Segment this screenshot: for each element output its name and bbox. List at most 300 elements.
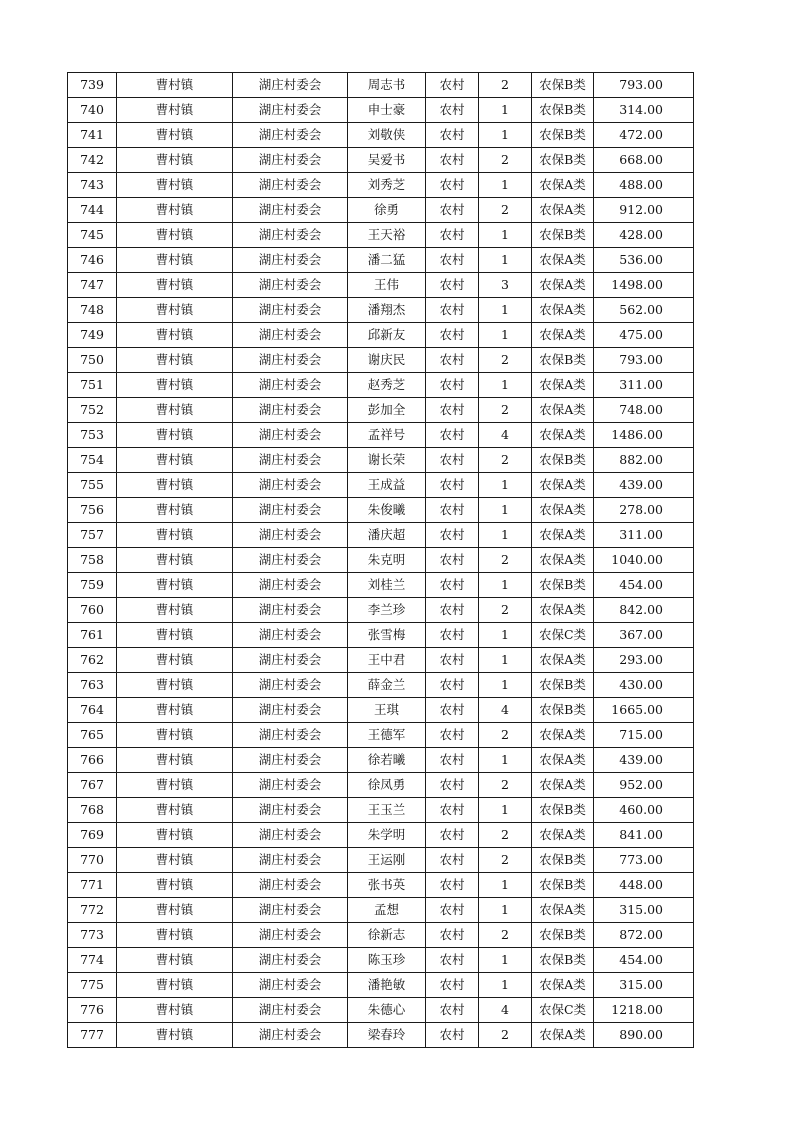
amount-cell: 536.00: [594, 248, 694, 273]
village-committee-cell: 湖庄村委会: [233, 98, 348, 123]
residence-type-cell: 农村: [426, 648, 479, 673]
village-committee-cell: 湖庄村委会: [233, 698, 348, 723]
household-size-cell: 1: [479, 623, 532, 648]
table-row: [68, 748, 694, 773]
residence-type-cell: 农村: [426, 823, 479, 848]
person-name-cell: 谢长荣: [348, 448, 426, 473]
insurance-category-cell: 农保C类: [532, 623, 594, 648]
insurance-category-cell: 农保B类: [532, 948, 594, 973]
town-cell: 曹村镇: [117, 398, 233, 423]
table-row: [68, 173, 694, 198]
residence-type-cell: 农村: [426, 673, 479, 698]
row-number-cell: 742: [68, 148, 117, 173]
person-name-cell: 李兰珍: [348, 598, 426, 623]
village-committee-cell: 湖庄村委会: [233, 323, 348, 348]
person-name-cell: 彭加全: [348, 398, 426, 423]
household-size-cell: 1: [479, 248, 532, 273]
amount-cell: 278.00: [594, 498, 694, 523]
person-name-cell: 王天裕: [348, 223, 426, 248]
amount-cell: 448.00: [594, 873, 694, 898]
town-cell: 曹村镇: [117, 198, 233, 223]
table-row: [68, 523, 694, 548]
town-cell: 曹村镇: [117, 973, 233, 998]
person-name-cell: 薛金兰: [348, 673, 426, 698]
row-number-cell: 763: [68, 673, 117, 698]
amount-cell: 793.00: [594, 73, 694, 98]
insurance-category-cell: 农保B类: [532, 698, 594, 723]
insurance-category-cell: 农保A类: [532, 773, 594, 798]
person-name-cell: 孟祥号: [348, 423, 426, 448]
residence-type-cell: 农村: [426, 1023, 479, 1048]
village-committee-cell: 湖庄村委会: [233, 148, 348, 173]
table-row: [68, 323, 694, 348]
household-size-cell: 1: [479, 498, 532, 523]
town-cell: 曹村镇: [117, 923, 233, 948]
person-name-cell: 张雪梅: [348, 623, 426, 648]
village-committee-cell: 湖庄村委会: [233, 373, 348, 398]
amount-cell: 367.00: [594, 623, 694, 648]
insurance-category-cell: 农保A类: [532, 898, 594, 923]
table-row: [68, 573, 694, 598]
town-cell: 曹村镇: [117, 223, 233, 248]
residence-type-cell: 农村: [426, 723, 479, 748]
amount-cell: 454.00: [594, 573, 694, 598]
insurance-category-cell: 农保A类: [532, 548, 594, 573]
residence-type-cell: 农村: [426, 598, 479, 623]
town-cell: 曹村镇: [117, 448, 233, 473]
residence-type-cell: 农村: [426, 548, 479, 573]
household-size-cell: 1: [479, 648, 532, 673]
amount-cell: 454.00: [594, 948, 694, 973]
person-name-cell: 王玉兰: [348, 798, 426, 823]
residence-type-cell: 农村: [426, 873, 479, 898]
town-cell: 曹村镇: [117, 723, 233, 748]
table-row: [68, 873, 694, 898]
residence-type-cell: 农村: [426, 248, 479, 273]
row-number-cell: 761: [68, 623, 117, 648]
household-size-cell: 3: [479, 273, 532, 298]
residence-type-cell: 农村: [426, 748, 479, 773]
residence-type-cell: 农村: [426, 148, 479, 173]
household-size-cell: 2: [479, 848, 532, 873]
household-size-cell: 1: [479, 298, 532, 323]
row-number-cell: 750: [68, 348, 117, 373]
row-number-cell: 771: [68, 873, 117, 898]
insurance-category-cell: 农保A类: [532, 323, 594, 348]
village-committee-cell: 湖庄村委会: [233, 198, 348, 223]
table-row: [68, 973, 694, 998]
table-row: [68, 773, 694, 798]
village-committee-cell: 湖庄村委会: [233, 298, 348, 323]
amount-cell: 472.00: [594, 123, 694, 148]
town-cell: 曹村镇: [117, 573, 233, 598]
village-committee-cell: 湖庄村委会: [233, 273, 348, 298]
village-committee-cell: 湖庄村委会: [233, 673, 348, 698]
table-row: [68, 998, 694, 1023]
insurance-category-cell: 农保A类: [532, 523, 594, 548]
table-row: [68, 273, 694, 298]
village-committee-cell: 湖庄村委会: [233, 898, 348, 923]
household-size-cell: 2: [479, 73, 532, 98]
person-name-cell: 谢庆民: [348, 348, 426, 373]
row-number-cell: 758: [68, 548, 117, 573]
insurance-category-cell: 农保B类: [532, 223, 594, 248]
insurance-category-cell: 农保A类: [532, 423, 594, 448]
amount-cell: 488.00: [594, 173, 694, 198]
residence-type-cell: 农村: [426, 848, 479, 873]
person-name-cell: 陈玉珍: [348, 948, 426, 973]
roster-table: [67, 72, 694, 1048]
village-committee-cell: 湖庄村委会: [233, 73, 348, 98]
residence-type-cell: 农村: [426, 323, 479, 348]
row-number-cell: 755: [68, 473, 117, 498]
person-name-cell: 王伟: [348, 273, 426, 298]
residence-type-cell: 农村: [426, 98, 479, 123]
village-committee-cell: 湖庄村委会: [233, 1023, 348, 1048]
household-size-cell: 1: [479, 473, 532, 498]
household-size-cell: 1: [479, 948, 532, 973]
table-row: [68, 623, 694, 648]
town-cell: 曹村镇: [117, 98, 233, 123]
village-committee-cell: 湖庄村委会: [233, 248, 348, 273]
village-committee-cell: 湖庄村委会: [233, 723, 348, 748]
amount-cell: 1486.00: [594, 423, 694, 448]
insurance-category-cell: 农保A类: [532, 748, 594, 773]
amount-cell: 793.00: [594, 348, 694, 373]
town-cell: 曹村镇: [117, 423, 233, 448]
village-committee-cell: 湖庄村委会: [233, 873, 348, 898]
person-name-cell: 刘秀芝: [348, 173, 426, 198]
person-name-cell: 王琪: [348, 698, 426, 723]
town-cell: 曹村镇: [117, 648, 233, 673]
insurance-category-cell: 农保A类: [532, 648, 594, 673]
village-committee-cell: 湖庄村委会: [233, 398, 348, 423]
amount-cell: 315.00: [594, 898, 694, 923]
residence-type-cell: 农村: [426, 223, 479, 248]
table-row: [68, 498, 694, 523]
row-number-cell: 743: [68, 173, 117, 198]
person-name-cell: 潘翔杰: [348, 298, 426, 323]
table-row: [68, 373, 694, 398]
insurance-category-cell: 农保B类: [532, 148, 594, 173]
village-committee-cell: 湖庄村委会: [233, 423, 348, 448]
household-size-cell: 1: [479, 98, 532, 123]
table-row: [68, 98, 694, 123]
row-number-cell: 769: [68, 823, 117, 848]
household-size-cell: 2: [479, 398, 532, 423]
person-name-cell: 张书英: [348, 873, 426, 898]
person-name-cell: 徐勇: [348, 198, 426, 223]
village-committee-cell: 湖庄村委会: [233, 573, 348, 598]
amount-cell: 428.00: [594, 223, 694, 248]
row-number-cell: 764: [68, 698, 117, 723]
row-number-cell: 748: [68, 298, 117, 323]
person-name-cell: 赵秀芝: [348, 373, 426, 398]
amount-cell: 882.00: [594, 448, 694, 473]
insurance-category-cell: 农保A类: [532, 1023, 594, 1048]
residence-type-cell: 农村: [426, 348, 479, 373]
household-size-cell: 4: [479, 698, 532, 723]
table-row: [68, 798, 694, 823]
household-size-cell: 2: [479, 548, 532, 573]
amount-cell: 311.00: [594, 373, 694, 398]
insurance-category-cell: 农保A类: [532, 823, 594, 848]
row-number-cell: 741: [68, 123, 117, 148]
table-row: [68, 598, 694, 623]
row-number-cell: 768: [68, 798, 117, 823]
village-committee-cell: 湖庄村委会: [233, 773, 348, 798]
row-number-cell: 765: [68, 723, 117, 748]
household-size-cell: 4: [479, 998, 532, 1023]
table-row: [68, 648, 694, 673]
insurance-category-cell: 农保A类: [532, 398, 594, 423]
row-number-cell: 773: [68, 923, 117, 948]
amount-cell: 311.00: [594, 523, 694, 548]
household-size-cell: 1: [479, 573, 532, 598]
town-cell: 曹村镇: [117, 873, 233, 898]
village-committee-cell: 湖庄村委会: [233, 998, 348, 1023]
residence-type-cell: 农村: [426, 498, 479, 523]
person-name-cell: 朱俊曦: [348, 498, 426, 523]
person-name-cell: 潘二猛: [348, 248, 426, 273]
person-name-cell: 徐新志: [348, 923, 426, 948]
amount-cell: 748.00: [594, 398, 694, 423]
table-row: [68, 848, 694, 873]
town-cell: 曹村镇: [117, 798, 233, 823]
person-name-cell: 王运刚: [348, 848, 426, 873]
insurance-category-cell: 农保A类: [532, 198, 594, 223]
insurance-category-cell: 农保A类: [532, 373, 594, 398]
residence-type-cell: 农村: [426, 273, 479, 298]
row-number-cell: 747: [68, 273, 117, 298]
amount-cell: 715.00: [594, 723, 694, 748]
residence-type-cell: 农村: [426, 198, 479, 223]
household-size-cell: 1: [479, 798, 532, 823]
household-size-cell: 2: [479, 148, 532, 173]
household-size-cell: 1: [479, 748, 532, 773]
person-name-cell: 刘桂兰: [348, 573, 426, 598]
insurance-category-cell: 农保A类: [532, 298, 594, 323]
table-row: [68, 1023, 694, 1048]
amount-cell: 1040.00: [594, 548, 694, 573]
amount-cell: 1498.00: [594, 273, 694, 298]
amount-cell: 460.00: [594, 798, 694, 823]
insurance-category-cell: 农保A类: [532, 473, 594, 498]
amount-cell: 842.00: [594, 598, 694, 623]
insurance-category-cell: 农保B类: [532, 73, 594, 98]
table-row: [68, 898, 694, 923]
town-cell: 曹村镇: [117, 248, 233, 273]
person-name-cell: 朱学明: [348, 823, 426, 848]
amount-cell: 1218.00: [594, 998, 694, 1023]
row-number-cell: 749: [68, 323, 117, 348]
amount-cell: 314.00: [594, 98, 694, 123]
village-committee-cell: 湖庄村委会: [233, 623, 348, 648]
household-size-cell: 2: [479, 448, 532, 473]
row-number-cell: 776: [68, 998, 117, 1023]
row-number-cell: 746: [68, 248, 117, 273]
household-size-cell: 1: [479, 898, 532, 923]
household-size-cell: 2: [479, 823, 532, 848]
person-name-cell: 潘艳敏: [348, 973, 426, 998]
amount-cell: 430.00: [594, 673, 694, 698]
row-number-cell: 762: [68, 648, 117, 673]
person-name-cell: 徐凤勇: [348, 773, 426, 798]
insurance-category-cell: 农保B类: [532, 923, 594, 948]
row-number-cell: 772: [68, 898, 117, 923]
residence-type-cell: 农村: [426, 523, 479, 548]
insurance-category-cell: 农保B类: [532, 98, 594, 123]
village-committee-cell: 湖庄村委会: [233, 598, 348, 623]
town-cell: 曹村镇: [117, 823, 233, 848]
amount-cell: 562.00: [594, 298, 694, 323]
person-name-cell: 王德军: [348, 723, 426, 748]
household-size-cell: 2: [479, 923, 532, 948]
insurance-category-cell: 农保A类: [532, 598, 594, 623]
person-name-cell: 申士豪: [348, 98, 426, 123]
town-cell: 曹村镇: [117, 748, 233, 773]
row-number-cell: 752: [68, 398, 117, 423]
row-number-cell: 745: [68, 223, 117, 248]
household-size-cell: 1: [479, 973, 532, 998]
residence-type-cell: 农村: [426, 73, 479, 98]
table-row: [68, 198, 694, 223]
household-size-cell: 2: [479, 598, 532, 623]
amount-cell: 439.00: [594, 473, 694, 498]
person-name-cell: 刘敬侠: [348, 123, 426, 148]
town-cell: 曹村镇: [117, 123, 233, 148]
residence-type-cell: 农村: [426, 573, 479, 598]
town-cell: 曹村镇: [117, 673, 233, 698]
village-committee-cell: 湖庄村委会: [233, 798, 348, 823]
village-committee-cell: 湖庄村委会: [233, 123, 348, 148]
amount-cell: 841.00: [594, 823, 694, 848]
row-number-cell: 740: [68, 98, 117, 123]
row-number-cell: 757: [68, 523, 117, 548]
insurance-category-cell: 农保A类: [532, 498, 594, 523]
town-cell: 曹村镇: [117, 523, 233, 548]
household-size-cell: 1: [479, 373, 532, 398]
household-size-cell: 2: [479, 348, 532, 373]
row-number-cell: 767: [68, 773, 117, 798]
town-cell: 曹村镇: [117, 773, 233, 798]
person-name-cell: 吴爱书: [348, 148, 426, 173]
insurance-category-cell: 农保B类: [532, 573, 594, 598]
table-row: [68, 423, 694, 448]
table-row: [68, 448, 694, 473]
residence-type-cell: 农村: [426, 298, 479, 323]
village-committee-cell: 湖庄村委会: [233, 948, 348, 973]
row-number-cell: 777: [68, 1023, 117, 1048]
residence-type-cell: 农村: [426, 123, 479, 148]
insurance-category-cell: 农保C类: [532, 998, 594, 1023]
town-cell: 曹村镇: [117, 498, 233, 523]
residence-type-cell: 农村: [426, 973, 479, 998]
village-committee-cell: 湖庄村委会: [233, 448, 348, 473]
town-cell: 曹村镇: [117, 998, 233, 1023]
household-size-cell: 1: [479, 223, 532, 248]
table-row: [68, 223, 694, 248]
person-name-cell: 徐若曦: [348, 748, 426, 773]
table-row: [68, 123, 694, 148]
village-committee-cell: 湖庄村委会: [233, 523, 348, 548]
row-number-cell: 744: [68, 198, 117, 223]
residence-type-cell: 农村: [426, 698, 479, 723]
amount-cell: 315.00: [594, 973, 694, 998]
person-name-cell: 潘庆超: [348, 523, 426, 548]
table-row: [68, 348, 694, 373]
household-size-cell: 2: [479, 1023, 532, 1048]
town-cell: 曹村镇: [117, 898, 233, 923]
village-committee-cell: 湖庄村委会: [233, 923, 348, 948]
insurance-category-cell: 农保B类: [532, 873, 594, 898]
village-committee-cell: 湖庄村委会: [233, 348, 348, 373]
insurance-category-cell: 农保A类: [532, 973, 594, 998]
row-number-cell: 754: [68, 448, 117, 473]
residence-type-cell: 农村: [426, 423, 479, 448]
household-size-cell: 2: [479, 198, 532, 223]
insurance-category-cell: 农保B类: [532, 123, 594, 148]
village-committee-cell: 湖庄村委会: [233, 973, 348, 998]
insurance-category-cell: 农保B类: [532, 798, 594, 823]
residence-type-cell: 农村: [426, 998, 479, 1023]
town-cell: 曹村镇: [117, 348, 233, 373]
row-number-cell: 766: [68, 748, 117, 773]
row-number-cell: 753: [68, 423, 117, 448]
residence-type-cell: 农村: [426, 773, 479, 798]
table-row: [68, 673, 694, 698]
village-committee-cell: 湖庄村委会: [233, 748, 348, 773]
table-row: [68, 548, 694, 573]
table-row: [68, 948, 694, 973]
row-number-cell: 770: [68, 848, 117, 873]
household-size-cell: 1: [479, 123, 532, 148]
town-cell: 曹村镇: [117, 598, 233, 623]
table-row: [68, 473, 694, 498]
table-row: [68, 73, 694, 98]
residence-type-cell: 农村: [426, 448, 479, 473]
table-row: [68, 723, 694, 748]
town-cell: 曹村镇: [117, 548, 233, 573]
amount-cell: 668.00: [594, 148, 694, 173]
town-cell: 曹村镇: [117, 1023, 233, 1048]
person-name-cell: 朱德心: [348, 998, 426, 1023]
household-size-cell: 1: [479, 873, 532, 898]
table-row: [68, 698, 694, 723]
town-cell: 曹村镇: [117, 848, 233, 873]
residence-type-cell: 农村: [426, 948, 479, 973]
person-name-cell: 梁春玲: [348, 1023, 426, 1048]
table-row: [68, 148, 694, 173]
person-name-cell: 王成益: [348, 473, 426, 498]
residence-type-cell: 农村: [426, 798, 479, 823]
town-cell: 曹村镇: [117, 323, 233, 348]
residence-type-cell: 农村: [426, 923, 479, 948]
amount-cell: 912.00: [594, 198, 694, 223]
table-row: [68, 298, 694, 323]
insurance-category-cell: 农保A类: [532, 248, 594, 273]
insurance-category-cell: 农保A类: [532, 723, 594, 748]
amount-cell: 475.00: [594, 323, 694, 348]
table-row: [68, 248, 694, 273]
insurance-category-cell: 农保B类: [532, 348, 594, 373]
amount-cell: 890.00: [594, 1023, 694, 1048]
roster-body: [68, 73, 694, 1048]
row-number-cell: 775: [68, 973, 117, 998]
amount-cell: 293.00: [594, 648, 694, 673]
household-size-cell: 2: [479, 773, 532, 798]
row-number-cell: 756: [68, 498, 117, 523]
